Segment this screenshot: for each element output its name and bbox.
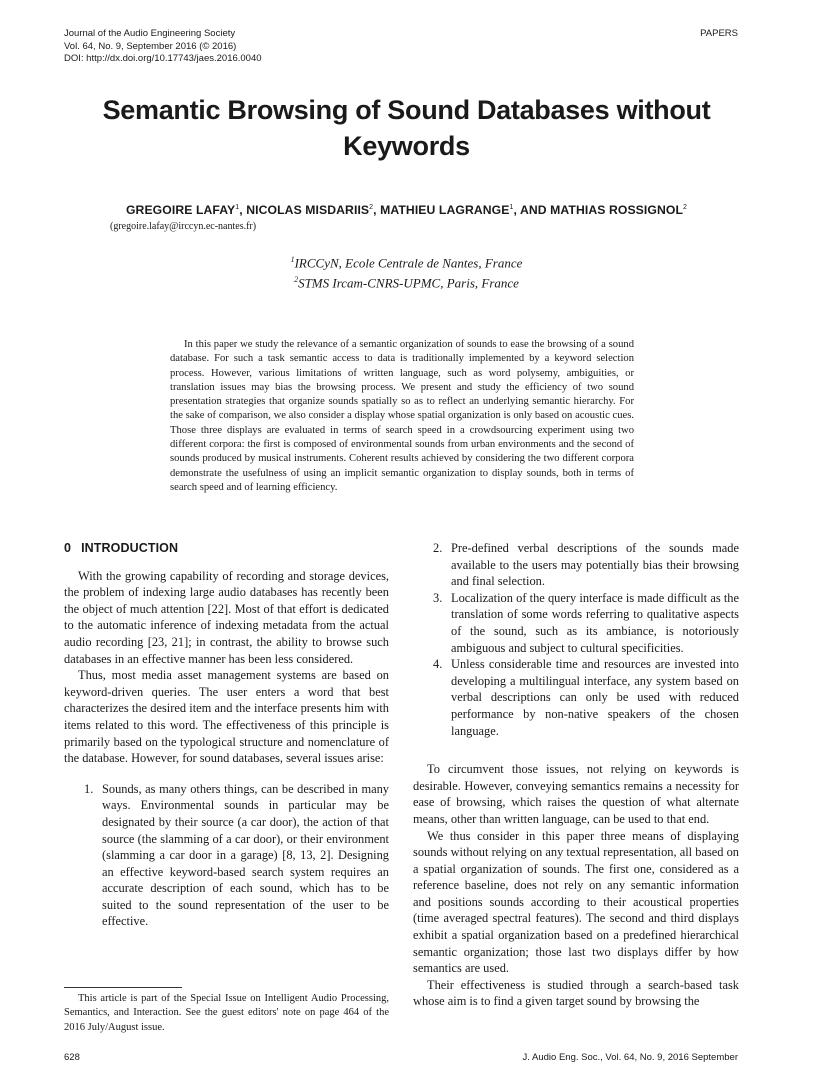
journal-header	[64, 28, 262, 66]
footnote: This article is part of the Special Issue on Intelligent Audio Processing, Semantics, and Interaction. See the guest editors' note on page 464 of the 2016 July/August issue.	[64, 993, 389, 1033]
affil-mark: 1	[290, 255, 295, 264]
abstract: In this paper we study the relevance of a semantic organization of sounds to ease the browsing of a sound database. For such a task semantic access to data is traditionally implemented by a keyword selection process. However, various limitations of written language, such as word polysemy, ambiguities, or translation issues may bias the browsing process. We present and study the efficiency of two sound presentation strategies that organize sounds spatially so as to reflect an underlying semantic hierarchy. For the sake of comparison, we also consider a display whose spatial organization is only based on acoustic cues. Those three displays are evaluated in terms of search speed in a crowdsourcing experiment using two different corpora: the first is composed of environmental sounds from urban environments and the second of sounds produced by musical instruments. Coherent results achieved by considering the two different corpora demonstrate the usefulness of using an implicit semantic organization to display sounds, both in terms of search speed and of learning efficiency.	[170, 339, 634, 493]
left-column	[64, 540, 389, 930]
author-list	[40, 203, 773, 217]
paragraph: Their effectiveness is studied through a search-based task whose aim is to find a given target sound by browsing the	[413, 977, 739, 1009]
author-name: , MATHIEU LAGRANGE	[373, 203, 510, 217]
affiliation-2	[40, 271, 773, 291]
issue-list	[64, 781, 389, 930]
list-item	[413, 540, 739, 590]
author-name: , AND MATHIAS ROSSIGNOL	[513, 203, 684, 217]
section-title: INTRODUCTION	[81, 541, 179, 555]
list-number: 1.	[84, 781, 94, 796]
list-text: Sounds, as many others things, can be described in many ways. Environmental sounds in particular may be designated by their source (a car door), the action of that source (the slamming of a car door), or their environment (slamming a car door in a garage) [8, 13, 2]. Designing an effective keyword-based search system requires an accurate description of each sound, which has to be suited to the sound representation of the user to be effective.	[102, 781, 389, 929]
paragraph: With the growing capability of recording and storage devices, the problem of indexing large audio databases has recently been the object of much attention [22]. Most of that effort is dedicated to the automatic inference of indexing metadata from the actual audio recording [23, 21]; in contrast, the ability to browse such databases in an effective manner has been less considered.	[64, 568, 389, 666]
right-column	[413, 540, 739, 1010]
list-item	[413, 656, 739, 739]
author-name: GREGOIRE LAFAY	[125, 203, 236, 217]
list-item	[64, 781, 389, 930]
list-number: 3.	[433, 590, 443, 605]
list-number: 2.	[433, 541, 443, 555]
author-affil-mark: 1	[509, 203, 514, 211]
affil-mark: 2	[294, 275, 299, 285]
author-email[interactable]: (gregoire.lafay@irccyn.ec-nantes.fr)	[110, 221, 257, 232]
section-label: PAPERS	[700, 28, 738, 39]
section-number: 0	[64, 541, 72, 555]
list-text: Unless considerable time and resources are invested into developing a multilingual interface, any system based on verbal descriptions can only be used with reduced performance by non-native speakers of the chosen language.	[451, 657, 739, 738]
paper-title: Semantic Browsing of Sound Databases without Keywords	[102, 95, 711, 161]
paragraph: We thus consider in this paper three means of displaying sounds without relying on any textual representation, all based on a spatial organization of sounds. The first one, considered as a reference baseline, does not rely on any semantic information and positions sounds according to their acoustical properties (time averaged spectral features). The second and third displays exhibit a spatial organization based on a predefined hierarchical semantic organization; those last two displays differ by how semantics are used.	[413, 828, 739, 976]
affiliations	[40, 251, 773, 292]
journal-volume: Vol. 64, No. 9, September 2016 (© 2016)	[64, 40, 237, 52]
list-text: Pre-defined verbal descriptions of the sounds made available to the users may potentially bias their browsing and final selection.	[451, 541, 739, 589]
author-affil-mark: 2	[683, 203, 688, 211]
affil-text: IRCCyN, Ecole Centrale de Nantes, France	[294, 255, 523, 271]
journal-name: Journal of the Audio Engineering Society	[64, 28, 236, 39]
issue-list-continued	[413, 540, 739, 739]
list-text: Localization of the query interface is made difficult as the translation of some words referring to qualitative aspects of the sound, such as its ambiance, is notoriously ambiguous and subject to cultural specificities.	[451, 590, 739, 655]
journal-citation: J. Audio Eng. Soc., Vol. 64, No. 9, 2016 September	[522, 1052, 738, 1063]
affil-text: STMS Ircam-CNRS-UPMC, Paris, France	[298, 275, 519, 291]
author-name: , NICOLAS MISDARIIS	[239, 203, 370, 217]
page-number: 628	[64, 1052, 80, 1063]
doi-link[interactable]: DOI: http://dx.doi.org/10.17743/jaes.2016.0040	[64, 53, 262, 64]
paragraph: Thus, most media asset management systems are based on keyword-driven queries. The user enters a word that best characterizes the desired item and the interface presents him with items related to this word. The effectiveness of this principle is primarily based on the typological structure and nomenclature of the database. However, for sound databases, several issues arise:	[64, 668, 389, 766]
list-item	[413, 590, 739, 656]
author-affil-mark: 1	[235, 203, 240, 211]
footnote-divider	[64, 987, 182, 988]
paragraph: To circumvent those issues, not relying on keywords is desirable. However, conveying semantics remains a necessity for ease of browsing, which raises the question of what alternate means, other than written language, can be used to that end.	[413, 762, 739, 826]
section-heading	[64, 540, 389, 557]
affiliation-1	[40, 251, 773, 271]
author-affil-mark: 2	[369, 203, 374, 211]
list-number: 4.	[433, 657, 443, 672]
